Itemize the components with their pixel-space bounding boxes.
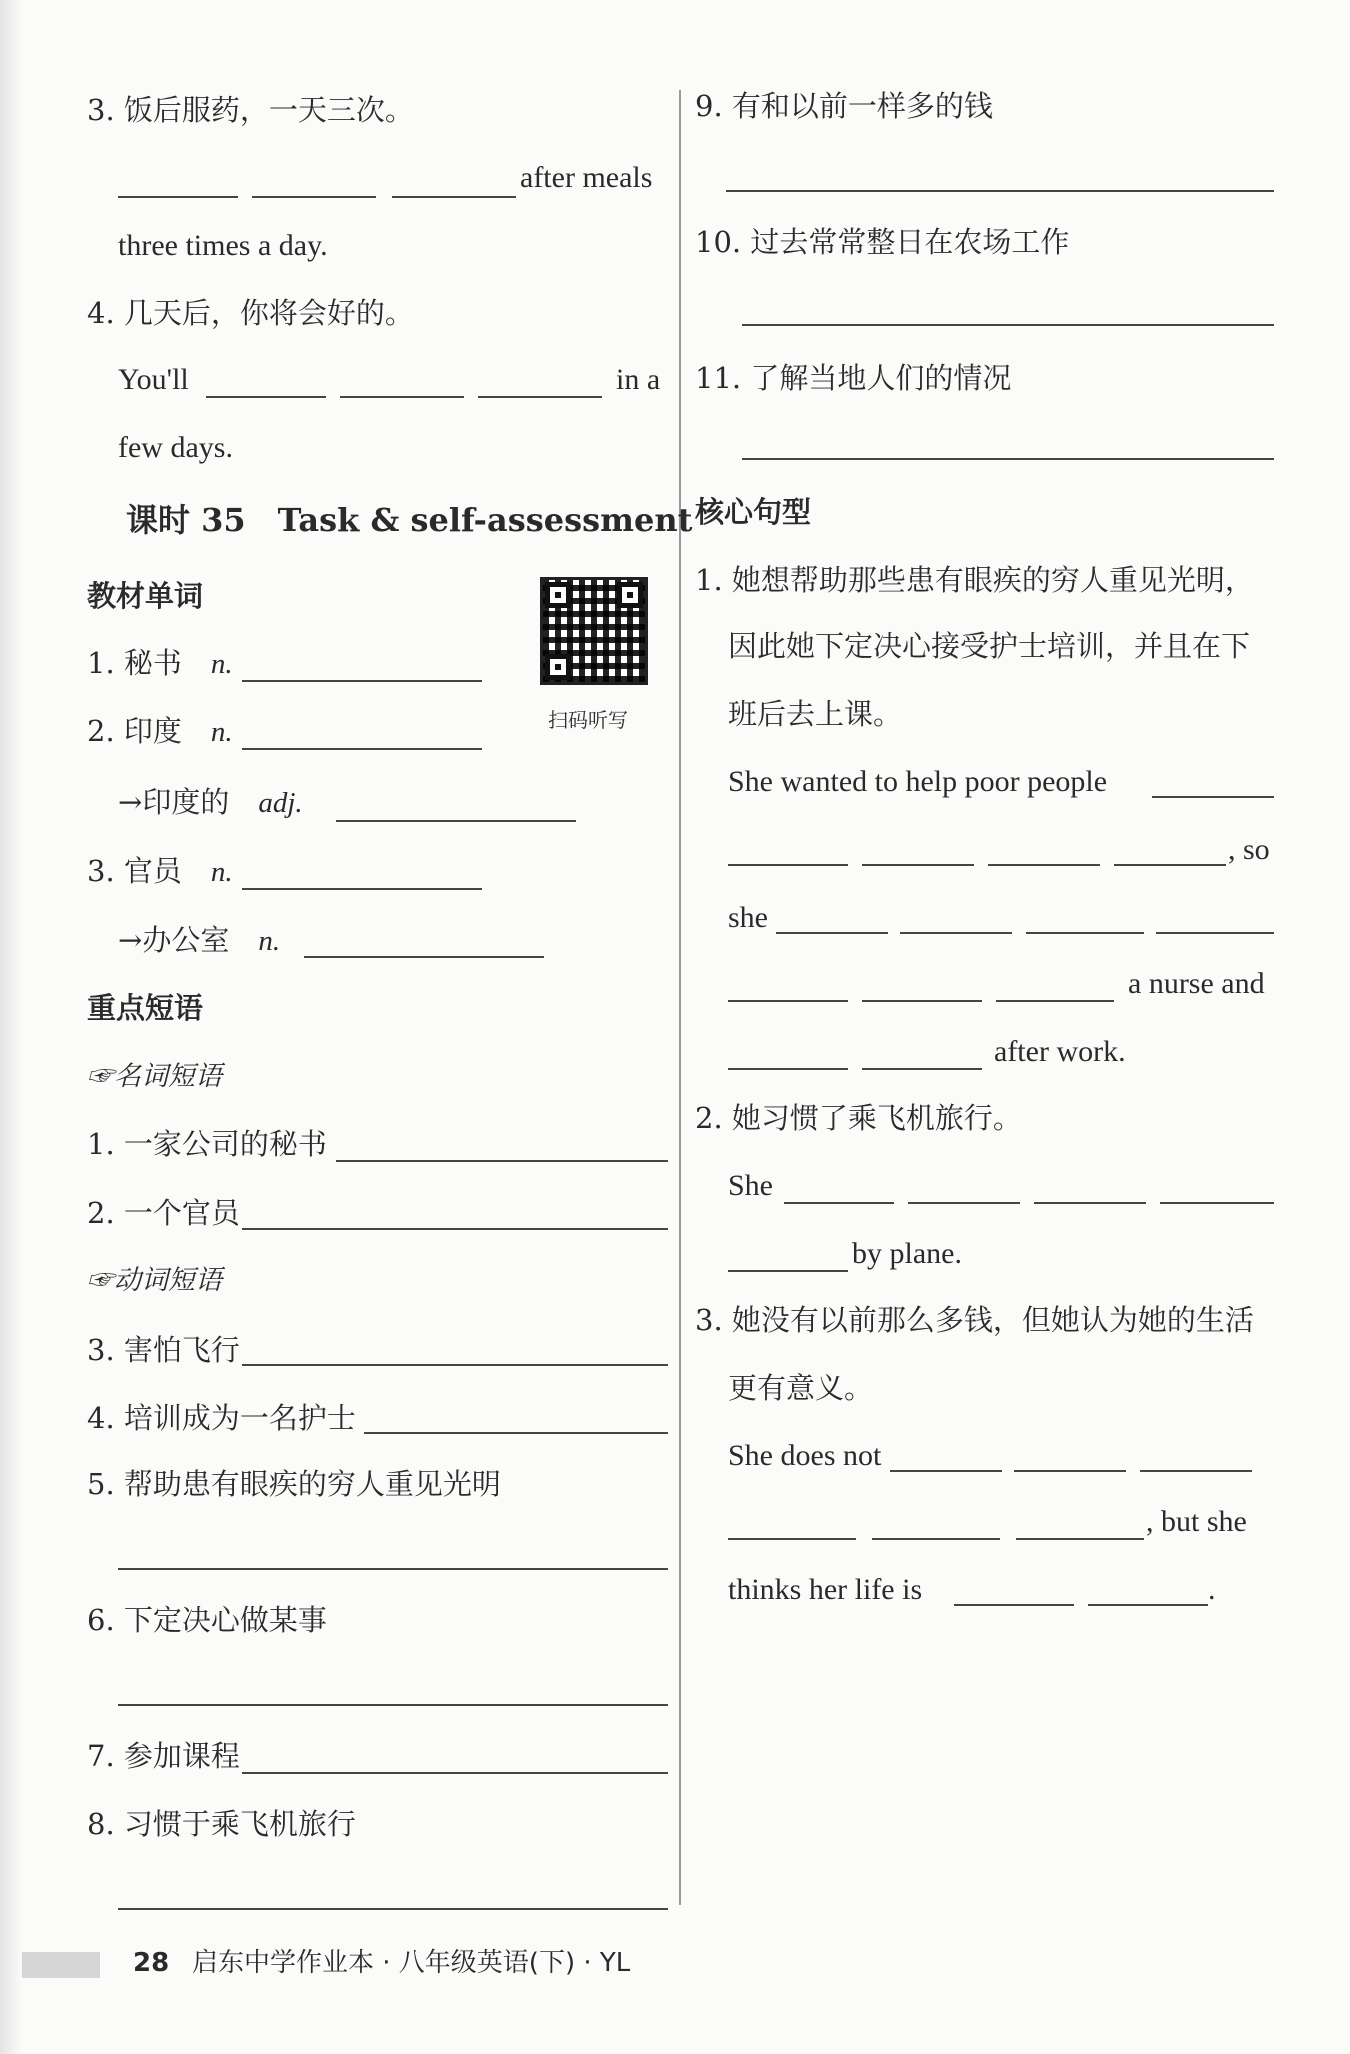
phrase-11: 11. 了解当地人们的情况 bbox=[695, 361, 1012, 395]
s1-blank-12[interactable] bbox=[996, 1000, 1114, 1002]
s3-blank-4[interactable] bbox=[728, 1538, 856, 1540]
phrase-5: 5. 帮助患有眼疾的穷人重见光明 bbox=[87, 1467, 501, 1501]
s2-blank-3[interactable] bbox=[1034, 1202, 1146, 1204]
s3-lead: She does not bbox=[728, 1439, 882, 1472]
phrase-2: 2. 一个官员 bbox=[87, 1196, 240, 1230]
phrases-heading: 重点短语 bbox=[87, 991, 204, 1025]
phrase-blank-5[interactable] bbox=[118, 1568, 668, 1570]
s1-chinese-3: 班后去上课。 bbox=[728, 697, 903, 731]
verb-phrases-label: ☞动词短语 bbox=[87, 1265, 222, 1296]
s1-blank-11[interactable] bbox=[862, 1000, 982, 1002]
s3-blank-1[interactable] bbox=[890, 1470, 1002, 1472]
s1-chinese-1: 1. 她想帮助那些患有眼疾的穷人重见光明， bbox=[695, 563, 1254, 597]
qr-label: 扫码听写 bbox=[548, 708, 628, 732]
s1-nurse: a nurse and bbox=[1128, 967, 1265, 1000]
q3-blank-2[interactable] bbox=[252, 196, 376, 198]
s3-blank-3[interactable] bbox=[1140, 1470, 1252, 1472]
phrase-7: 7. 参加课程 bbox=[87, 1739, 240, 1773]
s1-blank-3[interactable] bbox=[862, 864, 974, 866]
s1-blank-8[interactable] bbox=[1026, 932, 1144, 934]
s1-blank-14[interactable] bbox=[862, 1068, 982, 1070]
sentences-heading: 核心句型 bbox=[695, 495, 812, 529]
q3-blank-3[interactable] bbox=[392, 196, 516, 198]
phrase-blank-1[interactable] bbox=[336, 1160, 668, 1162]
phrase-6: 6. 下定决心做某事 bbox=[87, 1603, 327, 1637]
s3-thinks: thinks her life is bbox=[728, 1573, 923, 1606]
phrase-blank-11[interactable] bbox=[742, 458, 1274, 460]
phrase-blank-10[interactable] bbox=[742, 324, 1274, 326]
vocab-blank-1[interactable] bbox=[242, 680, 482, 682]
phrase-3: 3. 害怕飞行 bbox=[87, 1333, 240, 1367]
phrase-blank-7[interactable] bbox=[242, 1772, 668, 1774]
q3-chinese: 3. 饭后服药，一天三次。 bbox=[87, 93, 414, 127]
column-divider bbox=[679, 90, 681, 1905]
s1-blank-6[interactable] bbox=[776, 932, 888, 934]
s3-chinese-2: 更有意义。 bbox=[728, 1371, 874, 1405]
q3-blank-1[interactable] bbox=[118, 196, 238, 198]
s3-blank-8[interactable] bbox=[1088, 1604, 1208, 1606]
s1-blank-10[interactable] bbox=[728, 1000, 848, 1002]
s3-but: , but she bbox=[1146, 1505, 1247, 1538]
q4-tail: in a bbox=[616, 363, 661, 396]
s3-blank-2[interactable] bbox=[1014, 1470, 1126, 1472]
s1-english-1: She wanted to help poor people bbox=[728, 765, 1108, 798]
s1-blank-4[interactable] bbox=[988, 864, 1100, 866]
s2-chinese: 2. 她习惯了乘飞机旅行。 bbox=[695, 1101, 1022, 1135]
s3-blank-6[interactable] bbox=[1016, 1538, 1144, 1540]
lesson-title: 课时 35 Task & self-assessment bbox=[126, 501, 693, 539]
q4-blank-1[interactable] bbox=[206, 396, 326, 398]
q4-blank-3[interactable] bbox=[478, 396, 602, 398]
q4-line2: few days. bbox=[118, 431, 233, 464]
phrase-blank-4[interactable] bbox=[364, 1432, 668, 1434]
s1-after: after work. bbox=[994, 1035, 1126, 1068]
s1-chinese-2: 因此她下定决心接受护士培训，并且在下 bbox=[728, 629, 1251, 663]
vocab-item-3-derived: →办公室 n. bbox=[118, 923, 281, 957]
qr-code-icon[interactable] bbox=[540, 577, 648, 685]
s2-blank-2[interactable] bbox=[908, 1202, 1020, 1204]
s3-blank-7[interactable] bbox=[954, 1604, 1074, 1606]
s3-period: . bbox=[1208, 1573, 1216, 1606]
s2-blank-5[interactable] bbox=[728, 1270, 848, 1272]
phrase-blank-2[interactable] bbox=[242, 1228, 668, 1230]
s1-she: she bbox=[728, 901, 768, 934]
q4-blank-2[interactable] bbox=[340, 396, 464, 398]
s1-blank-7[interactable] bbox=[900, 932, 1012, 934]
page-edge-shadow bbox=[0, 0, 22, 2054]
q3-tail: after meals bbox=[520, 161, 653, 194]
phrase-blank-9[interactable] bbox=[726, 190, 1274, 192]
vocab-heading: 教材单词 bbox=[87, 579, 204, 613]
phrase-4: 4. 培训成为一名护士 bbox=[87, 1401, 356, 1435]
vocab-blank-2[interactable] bbox=[242, 748, 482, 750]
q4-chinese: 4. 几天后，你将会好的。 bbox=[87, 296, 414, 330]
noun-phrases-label: ☞名词短语 bbox=[87, 1061, 222, 1092]
s2-blank-4[interactable] bbox=[1160, 1202, 1274, 1204]
phrase-blank-3[interactable] bbox=[242, 1364, 668, 1366]
s1-blank-5[interactable] bbox=[1114, 864, 1226, 866]
vocab-blank-3b[interactable] bbox=[304, 956, 544, 958]
page-number: 28 bbox=[133, 1948, 170, 1978]
footer-title: 启东中学作业本 · 八年级英语(下) · YL bbox=[192, 1948, 631, 1978]
phrase-blank-8[interactable] bbox=[118, 1908, 668, 1910]
s1-blank-1[interactable] bbox=[1152, 796, 1274, 798]
vocab-item-2-derived: →印度的 adj. bbox=[118, 785, 303, 819]
phrase-9: 9. 有和以前一样多的钱 bbox=[695, 89, 993, 123]
s1-blank-2[interactable] bbox=[728, 864, 848, 866]
phrase-blank-6[interactable] bbox=[118, 1704, 668, 1706]
vocab-blank-2b[interactable] bbox=[336, 820, 576, 822]
s1-blank-9[interactable] bbox=[1156, 932, 1274, 934]
phrase-1: 1. 一家公司的秘书 bbox=[87, 1127, 327, 1161]
footer-bar bbox=[22, 1952, 100, 1978]
s3-blank-5[interactable] bbox=[872, 1538, 1000, 1540]
s3-chinese-1: 3. 她没有以前那么多钱，但她认为她的生活 bbox=[695, 1303, 1254, 1337]
vocab-blank-3[interactable] bbox=[242, 888, 482, 890]
q3-line2: three times a day. bbox=[118, 229, 328, 262]
phrase-8: 8. 习惯于乘飞机旅行 bbox=[87, 1807, 356, 1841]
s2-blank-1[interactable] bbox=[784, 1202, 894, 1204]
vocab-item-2: 2. 印度 n. bbox=[87, 714, 233, 748]
phrase-10: 10. 过去常常整日在农场工作 bbox=[695, 225, 1070, 259]
s2-tail: by plane. bbox=[852, 1237, 962, 1270]
vocab-item-1: 1. 秘书 n. bbox=[87, 646, 233, 680]
s1-blank-13[interactable] bbox=[728, 1068, 848, 1070]
s1-so: , so bbox=[1228, 833, 1270, 866]
vocab-item-3: 3. 官员 n. bbox=[87, 854, 233, 888]
s2-lead: She bbox=[728, 1169, 773, 1202]
q4-lead: You'll bbox=[118, 363, 189, 396]
